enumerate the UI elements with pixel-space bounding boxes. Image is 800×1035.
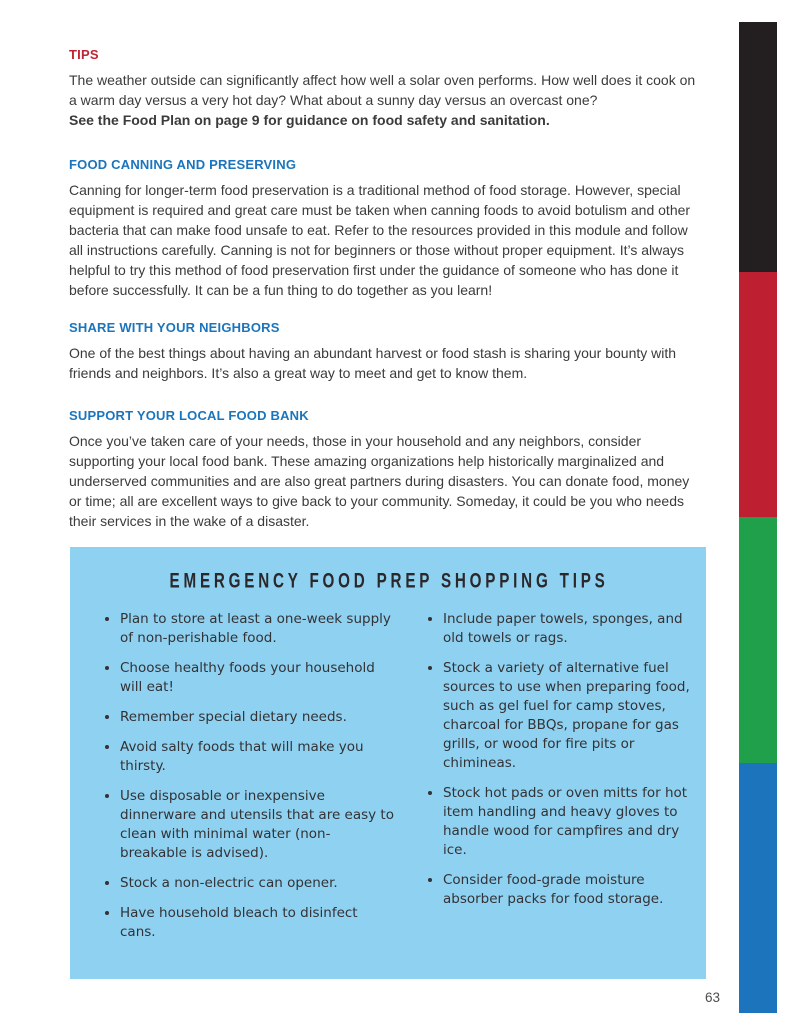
share-heading: SHARE WITH YOUR NEIGHBORS xyxy=(69,320,280,335)
shopping-tips-title xyxy=(98,571,680,592)
foodbank-heading: SUPPORT YOUR LOCAL FOOD BANK xyxy=(69,408,309,423)
list-item: • Remember special dietary needs. xyxy=(120,708,395,727)
page-content xyxy=(69,0,696,979)
canning-paragraph: Canning for longer-term food preservation is a traditional method of food storage. However, special equipment is required and great care must be taken when canning foods to avoid botulism and other bacteria that can make food unsafe to eat. Refer to the resources provided in this module and follow all instructions carefully. Canning is not for beginners or those without proper equipment. It’s always helpful to try this method of food preservation first under the guidance of someone who has done it before successfully. It can be a fun thing to do together as you learn! xyxy=(69,182,691,298)
list-item: • Avoid salty foods that will make you thirsty. xyxy=(120,738,395,776)
share-paragraph: One of the best things about having an abundant harvest or food stash is sharing your bounty with friends and neighbors. It’s also a great way to meet and get to know them. xyxy=(69,345,677,381)
list-item: • Stock hot pads or oven mitts for hot item handling and heavy gloves to handle wood for campfires and dry ice. xyxy=(443,784,702,860)
shopping-tips-box xyxy=(70,547,706,979)
page-number: 63 xyxy=(705,990,721,1005)
list-item: • Stock a non-electric can opener. xyxy=(120,874,395,893)
list-item: • Include paper towels, sponges, and old towels or rags. xyxy=(443,610,702,648)
list-item: • Choose healthy foods your household will eat! xyxy=(120,659,395,697)
sidebar-bar-blue xyxy=(739,763,777,1013)
shopping-tips-right-list xyxy=(421,610,702,953)
shopping-tips-title-text: EMERGENCY FOOD PREP SHOPPING TIPS xyxy=(169,569,609,593)
tips-paragraph xyxy=(69,70,696,130)
sidebar-bar-green xyxy=(739,517,777,763)
list-item: • Stock a variety of alternative fuel sources to use when preparing food, such as gel fuel for camp stoves, charcoal for BBQs, propane for gas grills, or wood for fire pits or chimineas. xyxy=(443,659,702,773)
canning-heading: FOOD CANNING AND PRESERVING xyxy=(69,157,297,172)
list-item: • Plan to store at least a one-week supply of non-perishable food. xyxy=(120,610,395,648)
tips-bold-note: See the Food Plan on page 9 for guidance on food safety and sanitation. xyxy=(69,112,550,128)
tips-body-text: The weather outside can significantly affect how well a solar oven performs. How well does it cook on a warm day versus a very hot day? What about a sunny day versus an overcast one? xyxy=(69,72,696,108)
shopping-tips-left-list xyxy=(98,610,395,953)
shopping-tips-columns xyxy=(98,610,690,953)
sidebar-bar-red xyxy=(739,272,777,517)
sidebar-bar-black xyxy=(739,22,777,272)
foodbank-paragraph: Once you’ve taken care of your needs, those in your household and any neighbors, consider supporting your local food bank. These amazing organizations help historically marginalized and underserved communities and are also great partners during disasters. You can donate food, money or time; all are excellent ways to give back to your community. Someday, it could be you who needs their services in the wake of a disaster. xyxy=(69,433,690,529)
list-item: • Consider food-grade moisture absorber packs for food storage. xyxy=(443,871,702,909)
list-item: • Use disposable or inexpensive dinnerware and utensils that are easy to clean with minimal water (non-breakable is advised). xyxy=(120,787,395,863)
list-item: • Have household bleach to disinfect cans. xyxy=(120,904,395,942)
tips-heading: TIPS xyxy=(69,47,99,62)
